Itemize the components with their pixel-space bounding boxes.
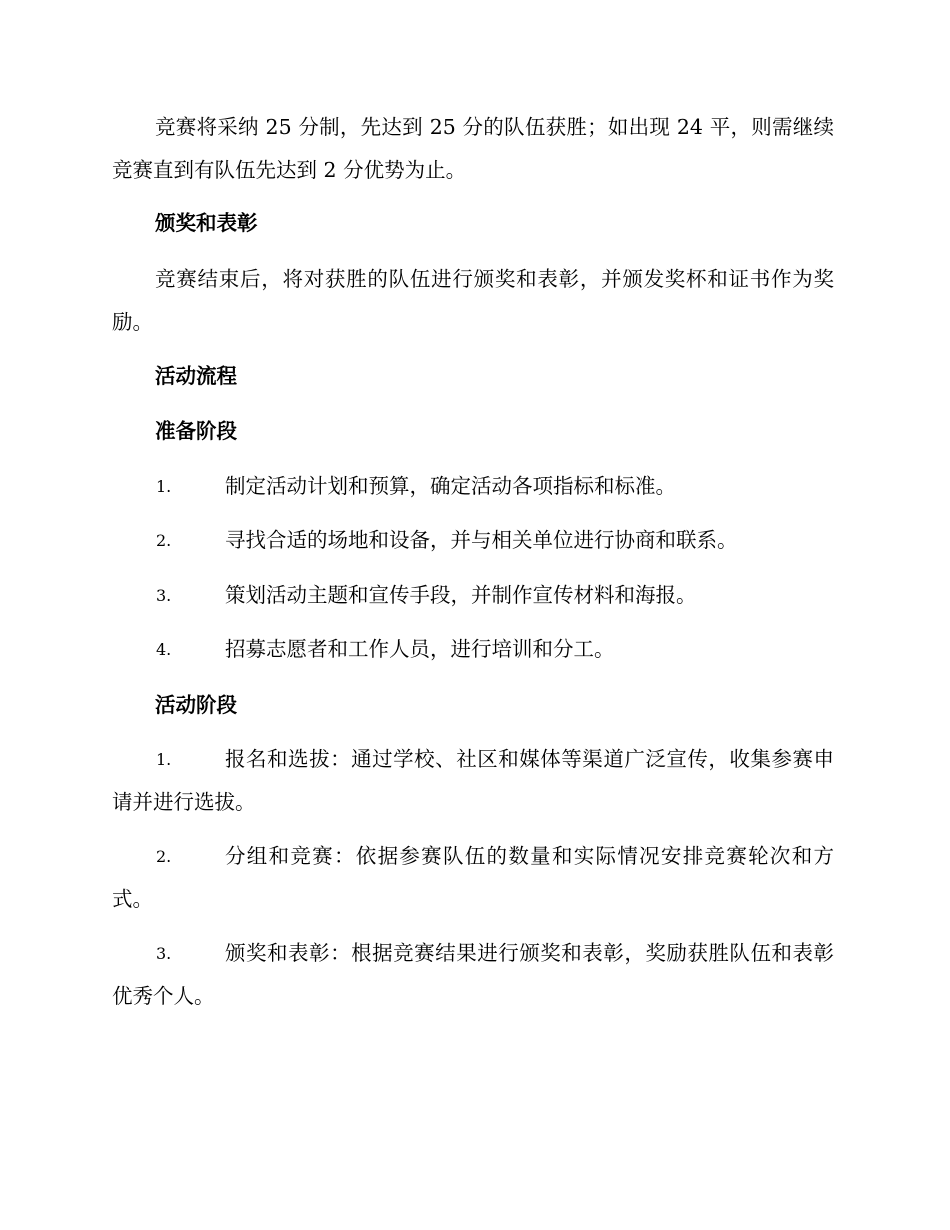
list-number: 4. [156, 640, 172, 659]
list-number: 3. [156, 586, 172, 605]
list-number: 1. [156, 477, 172, 496]
list-item [112, 628, 834, 671]
preparation-heading: 准备阶段 [155, 419, 237, 443]
list-number: 2. [156, 531, 172, 550]
list-text: 颁奖和表彰：根据竞赛结果进行颁奖和表彰，奖励获胜队伍和表彰优秀个人。 [112, 941, 834, 1008]
list-text: 报名和选拔：通过学校、社区和媒体等渠道广泛宣传，收集参赛申请并进行选拔。 [112, 747, 834, 814]
scoring-paragraph: 竞赛将采纳 25 分制，先达到 25 分的队伍获胜；如出现 24 平，则需继续竞赛直到有队伍先达到 2 分优势为止。 [112, 115, 834, 182]
list-item [112, 738, 834, 824]
activity-heading: 活动阶段 [155, 693, 237, 717]
list-number: 3. [156, 944, 172, 963]
list-item [112, 574, 834, 617]
list-text: 策划活动主题和宣传手段，并制作宣传材料和海报。 [225, 583, 697, 607]
awards-paragraph: 竞赛结束后，将对获胜的队伍进行颁奖和表彰，并颁发奖杯和证书作为奖励。 [112, 267, 834, 334]
process-heading: 活动流程 [155, 364, 237, 388]
awards-heading: 颁奖和表彰 [155, 211, 258, 235]
list-item [112, 932, 834, 1018]
list-number: 1. [156, 750, 172, 769]
list-text: 制定活动计划和预算，确定活动各项指标和标准。 [225, 474, 676, 498]
list-item [112, 465, 834, 508]
list-text: 招募志愿者和工作人员，进行培训和分工。 [225, 637, 615, 661]
list-item [112, 835, 834, 921]
list-number: 2. [156, 847, 172, 866]
list-text: 分组和竞赛：依据参赛队伍的数量和实际情况安排竞赛轮次和方式。 [112, 844, 834, 911]
list-item [112, 519, 834, 562]
list-text: 寻找合适的场地和设备，并与相关单位进行协商和联系。 [225, 528, 738, 552]
